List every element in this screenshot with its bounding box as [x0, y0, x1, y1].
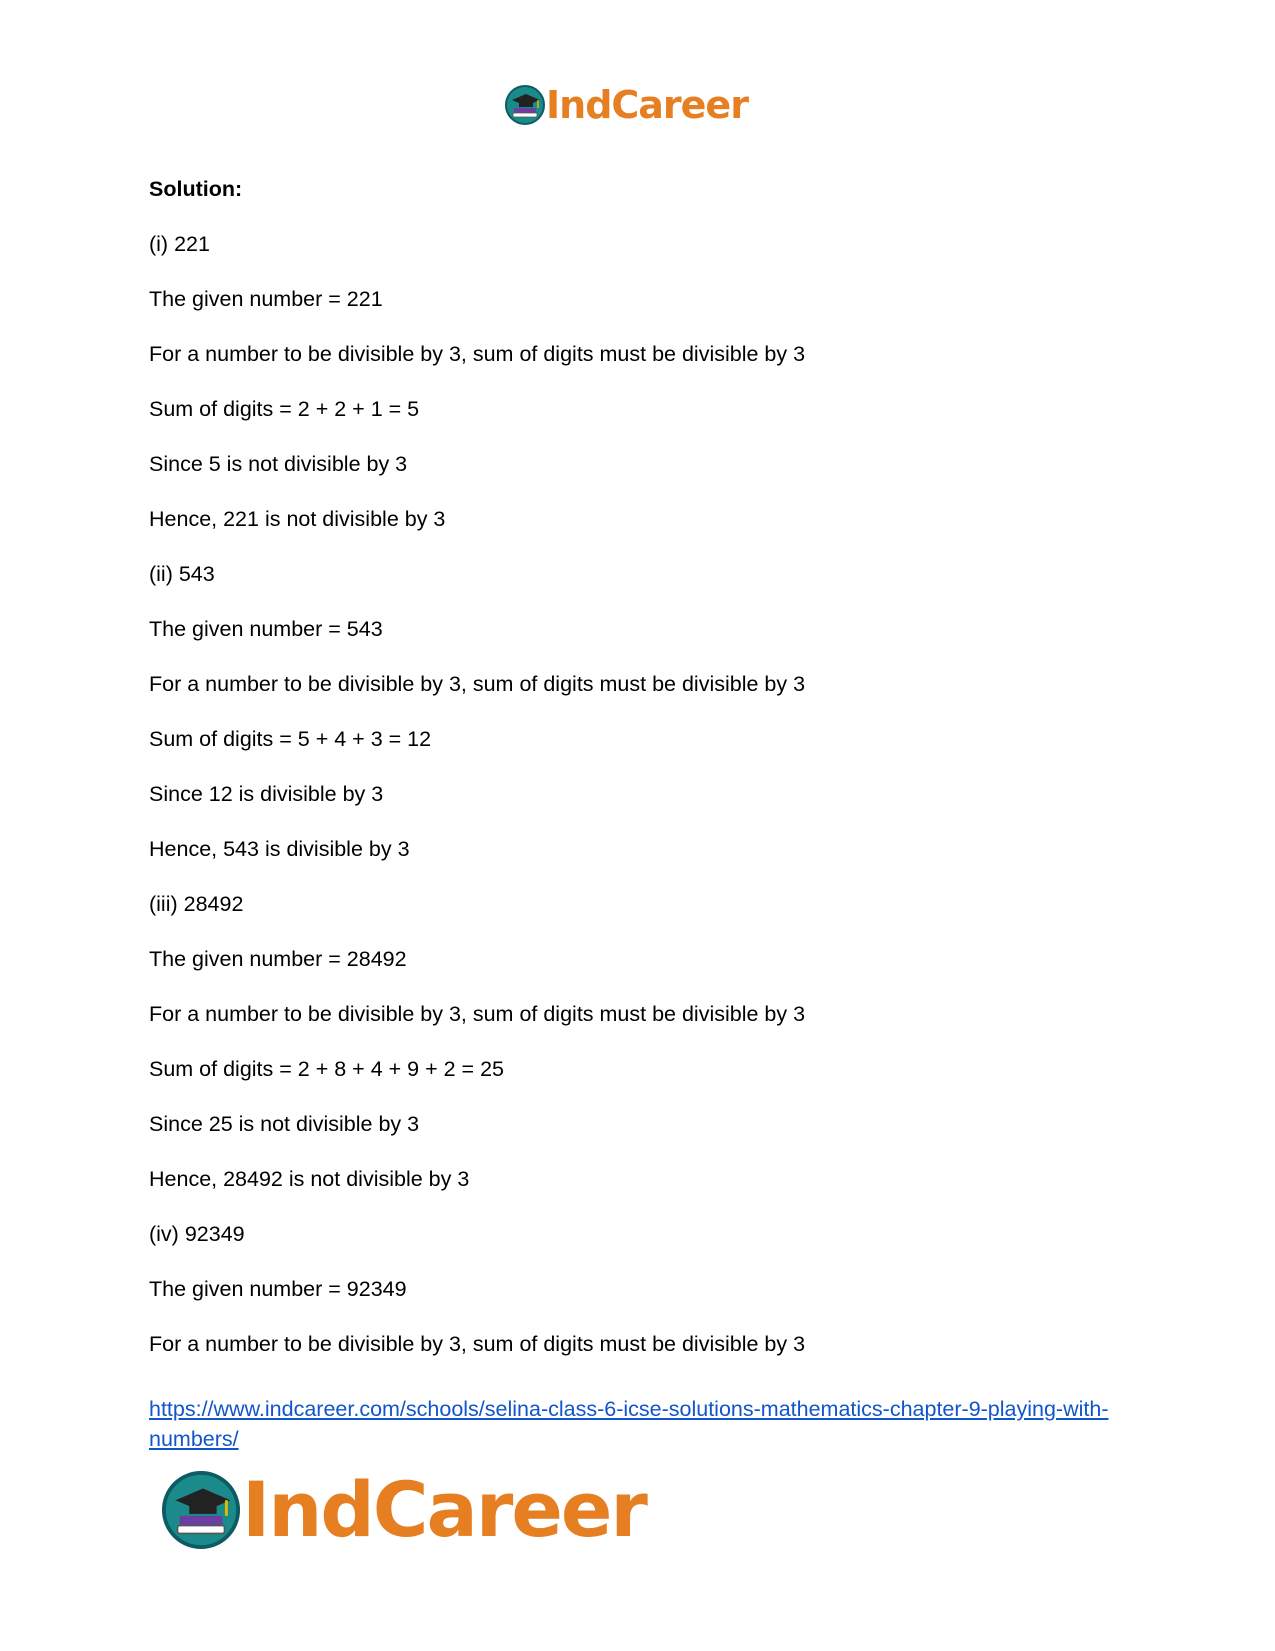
solution-line: The given number = 221: [149, 287, 383, 311]
solution-line: The given number = 28492: [149, 947, 407, 971]
solution-line: (iii) 28492: [149, 892, 244, 916]
solution-line: For a number to be divisible by 3, sum of digits must be divisible by 3: [149, 1002, 806, 1026]
graduation-cap-books-icon: [160, 1469, 242, 1551]
solution-line: (iv) 92349: [149, 1222, 245, 1246]
header-logo: [504, 80, 748, 130]
solution-content: [149, 177, 1149, 1387]
footer-logo: [160, 1465, 646, 1555]
solution-line: The given number = 543: [149, 617, 383, 641]
solution-line: Sum of digits = 2 + 2 + 1 = 5: [149, 397, 420, 421]
solution-line: Since 25 is not divisible by 3: [149, 1112, 420, 1136]
source-url-link[interactable]: https://www.indcareer.com/schools/selina-class-6-icse-solutions-mathematics-chapter-9-playing-with-numbers/: [149, 1397, 1109, 1451]
solution-line: Since 12 is divisible by 3: [149, 782, 384, 806]
solution-line: Hence, 28492 is not divisible by 3: [149, 1167, 470, 1191]
solution-line: Sum of digits = 2 + 8 + 4 + 9 + 2 = 25: [149, 1057, 504, 1081]
solution-line: Hence, 543 is divisible by 3: [149, 837, 410, 861]
solution-line: (ii) 543: [149, 562, 215, 586]
logo-text: IndCareer: [546, 83, 748, 127]
solution-line: Hence, 221 is not divisible by 3: [149, 507, 446, 531]
solution-line: Sum of digits = 5 + 4 + 3 = 12: [149, 727, 432, 751]
solution-line: (i) 221: [149, 232, 210, 256]
solution-heading: Solution:: [149, 177, 243, 201]
solution-line: For a number to be divisible by 3, sum of digits must be divisible by 3: [149, 1332, 806, 1356]
logo-text: IndCareer: [242, 1465, 646, 1554]
solution-line: For a number to be divisible by 3, sum of digits must be divisible by 3: [149, 342, 806, 366]
solution-line: For a number to be divisible by 3, sum of digits must be divisible by 3: [149, 672, 806, 696]
solution-line: Since 5 is not divisible by 3: [149, 452, 408, 476]
solution-line: The given number = 92349: [149, 1277, 407, 1301]
graduation-cap-books-icon: [504, 84, 546, 126]
